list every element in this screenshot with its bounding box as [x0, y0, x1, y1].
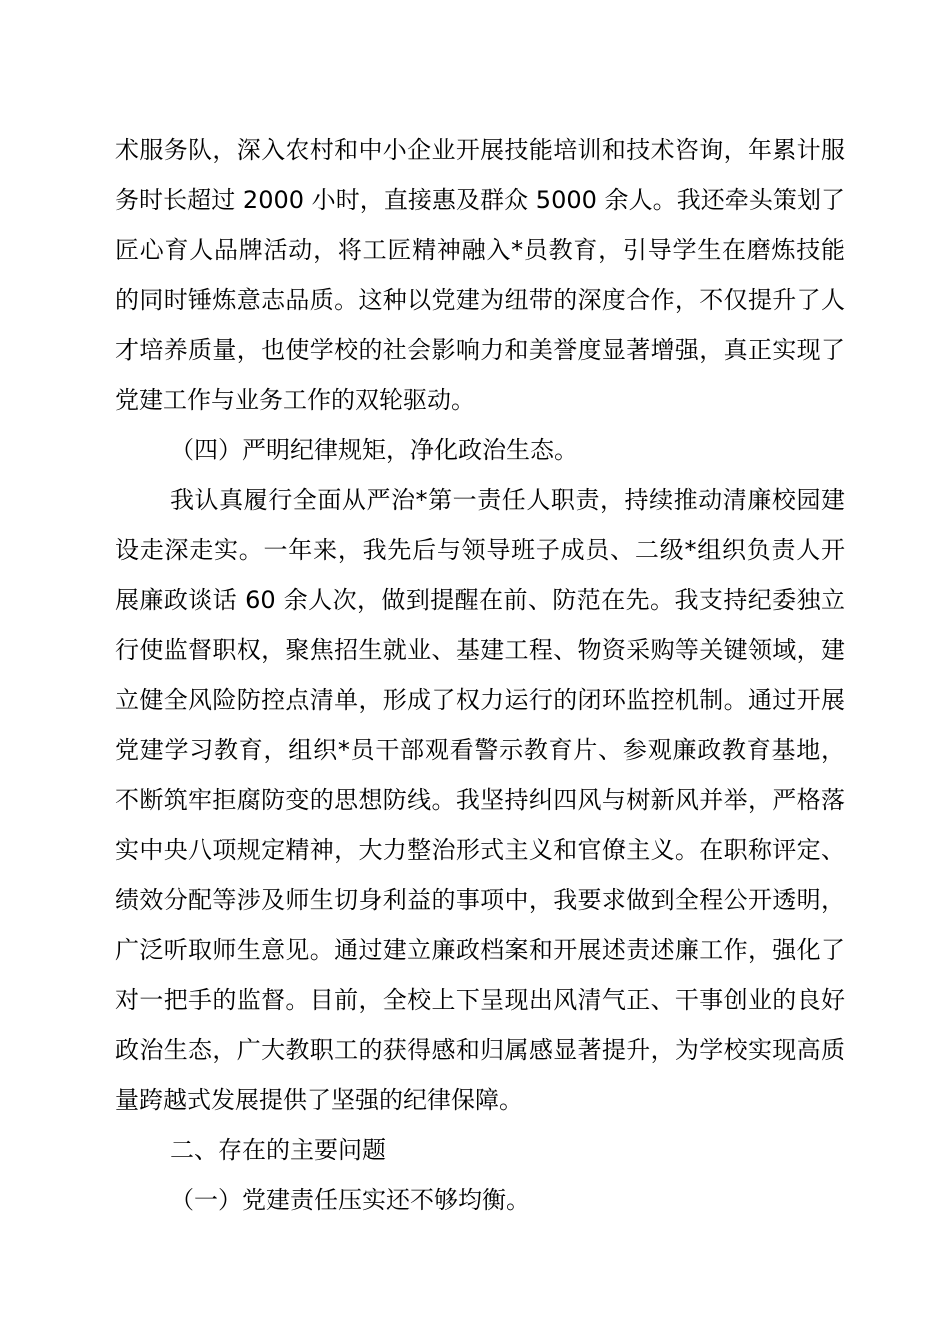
text-line: 设走深走实。一年来，我先后与领导班子成员、二级*组织负责人开	[115, 536, 845, 564]
text-line: 党建工作与业务工作的双轮驱动。	[115, 386, 475, 414]
text-line: 务时长超过 2000 小时，直接惠及群众 5000 余人。我还牵头策划了	[115, 186, 845, 214]
text-line: 绩效分配等涉及师生切身利益的事项中，我要求做到全程公开透明，	[115, 886, 845, 914]
text-line: 才培养质量，也使学校的社会影响力和美誉度显著增强，真正实现了	[115, 336, 845, 364]
text-line: 我认真履行全面从严治*第一责任人职责，持续推动清廉校园建	[170, 486, 845, 514]
text-line: 党建学习教育，组织*员干部观看警示教育片、参观廉政教育基地，	[115, 736, 845, 764]
text-line: 对一把手的监督。目前，全校上下呈现出风清气正、干事创业的良好	[115, 986, 845, 1014]
section-heading: （四）严明纪律规矩，净化政治生态。	[170, 436, 578, 464]
text-line: 展廉政谈话 60 余人次，做到提醒在前、防范在先。我支持纪委独立	[115, 586, 845, 614]
text-line: 的同时锤炼意志品质。这种以党建为纽带的深度合作，不仅提升了人	[115, 286, 845, 314]
text-line: 实中央八项规定精神，大力整治形式主义和官僚主义。在职称评定、	[115, 836, 845, 864]
text-line: 广泛听取师生意见。通过建立廉政档案和开展述责述廉工作，强化了	[115, 936, 845, 964]
text-line: 匠心育人品牌活动，将工匠精神融入*员教育，引导学生在磨炼技能	[115, 236, 845, 264]
text-line: 立健全风险防控点清单，形成了权力运行的闭环监控机制。通过开展	[115, 686, 845, 714]
text-line: 量跨越式发展提供了坚强的纪律保障。	[115, 1086, 523, 1114]
text-line: 政治生态，广大教职工的获得感和归属感显著提升，为学校实现高质	[115, 1036, 845, 1064]
chapter-heading: 二、存在的主要问题	[170, 1136, 386, 1164]
text-line: 不断筑牢拒腐防变的思想防线。我坚持纠四风与树新风并举，严格落	[115, 786, 845, 814]
text-line: 行使监督职权，聚焦招生就业、基建工程、物资采购等关键领域，建	[115, 636, 845, 664]
section-heading: （一）党建责任压实还不够均衡。	[170, 1186, 530, 1214]
text-line: 术服务队，深入农村和中小企业开展技能培训和技术咨询，年累计服	[115, 136, 845, 164]
